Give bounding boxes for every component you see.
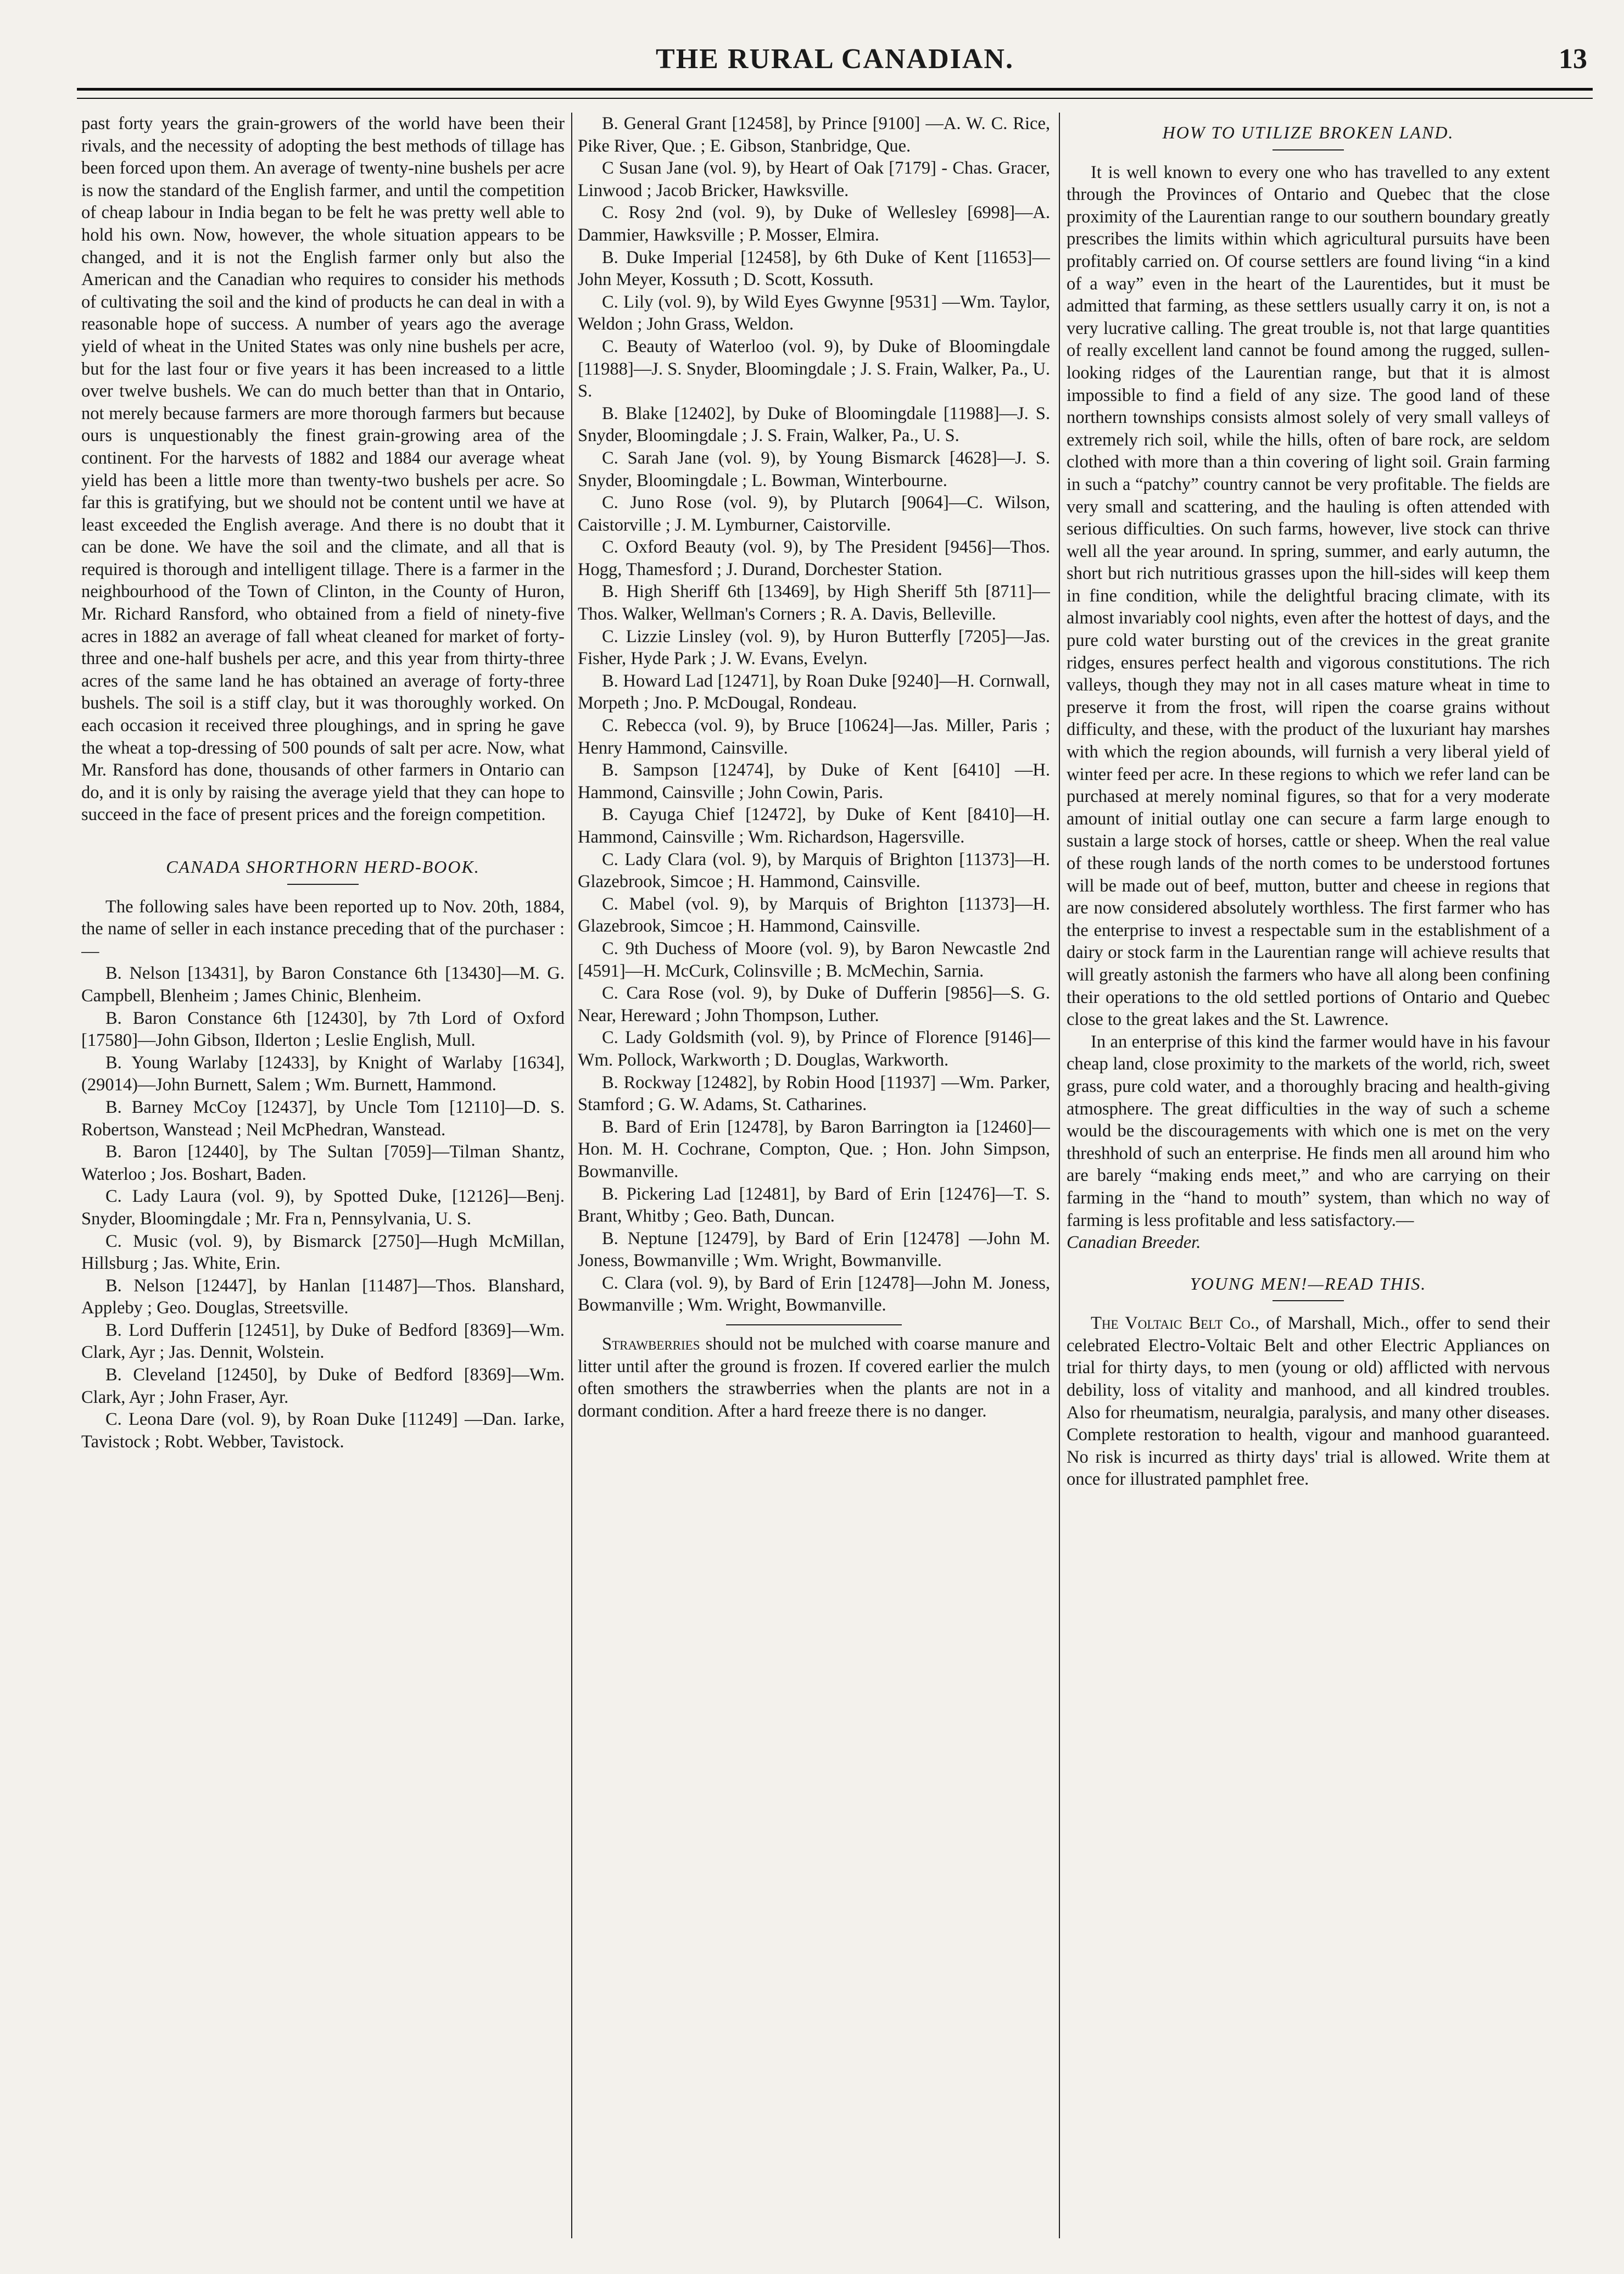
herd-book-entry: C Susan Jane (vol. 9), by Heart of Oak [7179] - Chas. Gracer, Linwood ; Jacob Bricker, Hawksville. xyxy=(578,158,1050,200)
section-title-broken-land: HOW TO UTILIZE BROKEN LAND. xyxy=(1162,122,1454,142)
strawberries-note xyxy=(578,1333,1050,1422)
herd-book-entry: B. General Grant [12458], by Prince [9100] —A. W. C. Rice, Pike River, Que. ; E. Gibson, Stanbridge, Que. xyxy=(578,114,1050,156)
herd-book-entry: C. Lady Goldsmith (vol. 9), by Prince of Florence [9146]—Wm. Pollock, Warkworth ; D. Douglas, Warkworth. xyxy=(578,1028,1050,1070)
herd-book-entry: C. Oxford Beauty (vol. 9), by The President [9456]—Thos. Hogg, Thamesford ; J. Durand, Dorchester Station. xyxy=(578,537,1050,579)
herd-book-entry: B. Nelson [13431], by Baron Constance 6th [13430]—M. G. Campbell, Blenheim ; James Chinic, Blenheim. xyxy=(81,963,565,1006)
herd-book-entry: B. Baron Constance 6th [12430], by 7th Lord of Oxford [17580]—John Gibson, Ilderton ; Leslie English, Mull. xyxy=(81,1008,565,1051)
strawberries-lead: Strawberries xyxy=(602,1334,700,1355)
herd-book-entry: B. High Sheriff 6th [13469], by High Sheriff 5th [8711]—Thos. Walker, Wellman's Corners ; R. A. Davis, Belleville. xyxy=(578,582,1050,625)
ad-lead: The Voltaic Belt Co. xyxy=(1091,1313,1255,1334)
herd-book-entry: C. Juno Rose (vol. 9), by Plutarch [9064]—C. Wilson, Caistorville ; J. M. Lymburner, Caistorville. xyxy=(578,493,1050,535)
herd-book-entry: B. Cayuga Chief [12472], by Duke of Kent [8410]—H. Hammond, Cainsville ; Wm. Richardson, Hagersville. xyxy=(578,805,1050,847)
column-3 xyxy=(1067,113,1550,2244)
section-rule xyxy=(1273,149,1344,151)
herd-book-entry: C. Sarah Jane (vol. 9), by Young Bismarck [4628]—J. S. Snyder, Bloomingdale ; L. Bowman, Winterbourne. xyxy=(578,448,1050,491)
header-rule-thin xyxy=(77,98,1593,99)
herd-book-entry: B. Blake [12402], by Duke of Bloomingdale [11988]—J. S. Snyder, Bloomingdale ; J. S. Frain, Walker, Pa., U. S. xyxy=(578,403,1050,446)
herd-book-entry: B. Lord Dufferin [12451], by Duke of Bedford [8369]—Wm. Clark, Ayr ; Jas. Dennit, Wolstein. xyxy=(81,1320,565,1363)
herd-book-entry: B. Pickering Lad [12481], by Bard of Erin [12476]—T. S. Brant, Whitby ; Geo. Bath, Duncan. xyxy=(578,1184,1050,1227)
page-title: THE RURAL CANADIAN. xyxy=(656,43,1014,75)
section-title-young-men: YOUNG MEN!—READ THIS. xyxy=(1190,1273,1427,1294)
herd-book-entry: C. Lizzie Linsley (vol. 9), by Huron Butterfly [7205]—Jas. Fisher, Hyde Park ; J. W. Evans, Evelyn. xyxy=(578,626,1050,669)
page-number: 13 xyxy=(1559,43,1587,75)
herd-book-entry: C. Rosy 2nd (vol. 9), by Duke of Wellesley [6998]—A. Dammier, Hawksville ; P. Mosser, Elmira. xyxy=(578,203,1050,245)
herd-book-entry: C. Clara (vol. 9), by Bard of Erin [12478]—John M. Joness, Bowmanville ; Wm. Wright, Bowmanville. xyxy=(578,1273,1050,1316)
article-paragraph: It is well known to every one who has travelled to any extent through the Provinces of Ontario and Quebec that the close proximity of the Laurentian range to our southern boundary greatly prescribes the limits within which agricultural pursuits have been profitably carried on. Of course settlers are found living “in a kind of a way” even in the heart of the Laurentides, but it must be admitted that farming, as these settlers usually carry it on, is not a very lucrative calling. The great trouble is, not that large quantities of really excellent land cannot be found among the rugged, sullen-looking ridges of the Laurentian range, but that it is almost impossible to find a field of any size. The good land of these northern townships consists almost solely of very small valleys of extremely rich soil, while the hills, often of bare rock, are seldom clothed with more than a thin covering of light soil. Grain farming in such a “patchy” country cannot be very profitable. The fields are very small and scattering, and the hauling is often attended with serious difficulties. On such farms, however, live stock can thrive well all the year around. In spring, summer, and early autumn, the short but rich nutritious grasses upon the hill-sides will keep them in fine condition, while the delightful bracing climate, with its almost invariably cool nights, even after the hottest of days, and the pure cold water bursting out of the crevices in the great granite ridges, ensures perfect health and vigorous constitutions. The rich valleys, though they may not in all cases mature wheat in time to preserve it from the frost, will ripen the coarse grains without difficulty, and these, with the product of the luxuriant hay marshes with which the region abounds, will furnish a very liberal yield of winter feed per acre. In these regions to which we refer land can be purchased at merely nominal figures, so that for a very moderate amount of initial outlay one can secure a farm large enough to sustain a large stock of horses, cattle or sheep. When the real value of these rough lands of the north comes to be understood fortunes will be made out of beef, mutton, butter and cheese in regions that are now considered absolutely worthless. The first farmer who has the enterprise to invest a respectable sum in the establishment of a dairy or stock farm in the Laurentian range will achieve results that will greatly astonish the farmers who have all along been confining their operations to the old settled portions of Ontario and Quebec close to the great lakes and the St. Lawrence. xyxy=(1067,162,1550,1030)
section-rule xyxy=(1273,1300,1344,1301)
article-paragraph: past forty years the grain-growers of the world have been their rivals, and the necessity of adopting the best methods of tillage has been forced upon them. An average of twenty-nine bushels per acre is now the standard of the English farmer, and until the competition of cheap labour in India began to be felt he was pretty well able to hold his own. Now, however, the whole situation appears to be changed, and it is not the English farmer only but also the American and the Canadian who requires to consider his methods of cultivating the soil and the kind of products he can deal in with a reasonable hope of success. A number of years ago the average yield of wheat in the United States was only nine bushels per acre, but for the last four or five years it has been increased to a little over twelve bushels. We can do much better than that in Ontario, not merely because farmers are more thorough farmers but because ours is unquestionably the finest grain-growing area of the continent. For the harvests of 1882 and 1884 our average wheat yield has been a little more than twenty-two bushels per acre. So far this is gratifying, but we should not be content until we have at least exceeded the English average. And there is no doubt that it can be done. We have the soil and the climate, and all that is required is thorough and intelligent tillage. There is a farmer in the neighbourhood of the Town of Clinton, in the County of Huron, Mr. Richard Ransford, who obtained from a field of ninety-five acres in 1882 an average of fall wheat cleaned for market of forty-three and one-half bushels per acre, and this year from thirty-three acres of the same land he has obtained an average of forty-three bushels. The soil is a stiff clay, but it was thoroughly worked. On each occasion it received three ploughings, and in spring he gave the wheat a top-dressing of 500 pounds of salt per acre. Now, what Mr. Ransford has done, thousands of other farmers in Ontario can do, and it is only by raising the average yield that they can hope to succeed in the face of present prices and the foreign competition. xyxy=(81,114,565,825)
herd-book-entry: C. Beauty of Waterloo (vol. 9), by Duke of Bloomingdale [11988]—J. S. Snyder, Bloomingdale ; J. S. Frain, Walker, Pa., U. S. xyxy=(578,336,1050,402)
herd-book-intro: The following sales have been reported up to Nov. 20th, 1884, the name of seller in each instance preceding that of the purchaser :— xyxy=(81,896,565,961)
herd-book-entry: C. Rebecca (vol. 9), by Bruce [10624]—Jas. Miller, Paris ; Henry Hammond, Cainsville. xyxy=(578,716,1050,758)
herd-book-entry: B. Young Warlaby [12433], by Knight of Warlaby [1634], (29014)—John Burnett, Salem ; Wm. Burnett, Hammond. xyxy=(81,1052,565,1095)
herd-book-entry: C. Lily (vol. 9), by Wild Eyes Gwynne [9531] —Wm. Taylor, Weldon ; John Grass, Weldon. xyxy=(578,292,1050,335)
herd-book-entry: B. Nelson [12447], by Hanlan [11487]—Thos. Blanshard, Appleby ; Geo. Douglas, Streetsville. xyxy=(81,1275,565,1318)
header-rule xyxy=(77,88,1593,91)
ad-body: , of Marshall, Mich., offer to send their celebrated Electro-Voltaic Belt and other Electric Appliances on trial for thirty days, to men (young or old) afflicted with nervous debility, loss of vitality and manhood, and all kindred troubles. Also for rheumatism, neuralgia, paralysis, and many other diseases. Complete restoration to health, vigour and manhood guaranteed. No risk is incurred as thirty days' trial is allowed. Write them at once for illustrated pamphlet free. xyxy=(1067,1313,1550,1490)
herd-book-entry: B. Duke Imperial [12458], by 6th Duke of Kent [11653]—John Meyer, Kossuth ; D. Scott, Kossuth. xyxy=(578,247,1050,290)
herd-book-entry: B. Neptune [12479], by Bard of Erin [12478] —John M. Joness, Bowmanville ; Wm. Wright, Bowmanville. xyxy=(578,1228,1050,1271)
herd-book-entry: B. Howard Lad [12471], by Roan Duke [9240]—H. Cornwall, Morpeth ; Jno. P. McDougal, Rondeau. xyxy=(578,671,1050,714)
herd-book-entry: B. Rockway [12482], by Robin Hood [11937] —Wm. Parker, Stamford ; G. W. Adams, St. Catharines. xyxy=(578,1072,1050,1115)
item-rule xyxy=(726,1324,902,1325)
column-divider xyxy=(571,113,572,2238)
article-paragraph: In an enterprise of this kind the farmer would have in his favour cheap land, close proximity to the markets of the world, rich, sweet grass, pure cold water, and a thoroughly bracing and health-giving atmosphere. The great difficulties in the way of such a scheme would be the discouragements with which one is met on the very threshhold of such an enterprise. He finds men all around him who are barely “making ends meet,” and who are carrying on their farming in the “hand to mouth” system, than which no way of farming is less profitable and less satisfactory.— xyxy=(1067,1032,1550,1230)
column-2 xyxy=(578,113,1050,2244)
column-divider xyxy=(1059,113,1060,2238)
herd-book-entry: C. Mabel (vol. 9), by Marquis of Brighton [11373]—H. Glazebrook, Simcoe ; H. Hammond, Cainsville. xyxy=(578,894,1050,937)
herd-book-entry: C. Lady Clara (vol. 9), by Marquis of Brighton [11373]—H. Glazebrook, Simcoe ; H. Hammond, Cainsville. xyxy=(578,849,1050,892)
herd-book-entry: B. Cleveland [12450], by Duke of Bedford [8369]—Wm. Clark, Ayr ; John Fraser, Ayr. xyxy=(81,1365,565,1407)
herd-book-entry: B. Bard of Erin [12478], by Baron Barrington ia [12460]—Hon. M. H. Cochrane, Compton, Que. ; Hon. John Simpson, Bowmanville. xyxy=(578,1117,1050,1181)
herd-book-entry: C. Leona Dare (vol. 9), by Roan Duke [11249] —Dan. Iarke, Tavistock ; Robt. Webber, Tavistock. xyxy=(81,1409,565,1452)
herd-book-entry: B. Sampson [12474], by Duke of Kent [6410] —H. Hammond, Cainsville ; John Cowin, Paris. xyxy=(578,760,1050,802)
column-1 xyxy=(81,113,565,2244)
herd-book-entry: C. Lady Laura (vol. 9), by Spotted Duke, [12126]—Benj. Snyder, Bloomingdale ; Mr. Fra n, Pennsylvania, U. S. xyxy=(81,1186,565,1229)
strawberries-text: should not be mulched with coarse manure and litter until after the ground is frozen. If covered earlier the mulch often smothers the strawberries when the plants are not in a dormant condition. After a hard freeze there is no danger. xyxy=(578,1334,1050,1421)
masthead xyxy=(77,38,1593,88)
herd-book-entry: B. Barney McCoy [12437], by Uncle Tom [12110]—D. S. Robertson, Wanstead ; Neil McPhedran, Wanstead. xyxy=(81,1097,565,1140)
article-signoff: Canadian Breeder. xyxy=(1067,1233,1201,1253)
herd-book-entry: C. Cara Rose (vol. 9), by Duke of Dufferin [9856]—S. G. Near, Hereward ; John Thompson, Luther. xyxy=(578,983,1050,1025)
herd-book-entry: C. Music (vol. 9), by Bismarck [2750]—Hugh McMillan, Hillsburg ; Jas. White, Erin. xyxy=(81,1231,565,1274)
section-title-herd-book: CANADA SHORTHORN HERD-BOOK. xyxy=(166,857,480,877)
herd-book-entry: C. 9th Duchess of Moore (vol. 9), by Baron Newcastle 2nd [4591]—H. McCurk, Colinsville ; B. McMechin, Sarnia. xyxy=(578,938,1050,981)
advertisement-text xyxy=(1067,1312,1550,1491)
section-rule xyxy=(287,884,359,885)
herd-book-entry: B. Baron [12440], by The Sultan [7059]—Tilman Shantz, Waterloo ; Jos. Boshart, Baden. xyxy=(81,1142,565,1184)
